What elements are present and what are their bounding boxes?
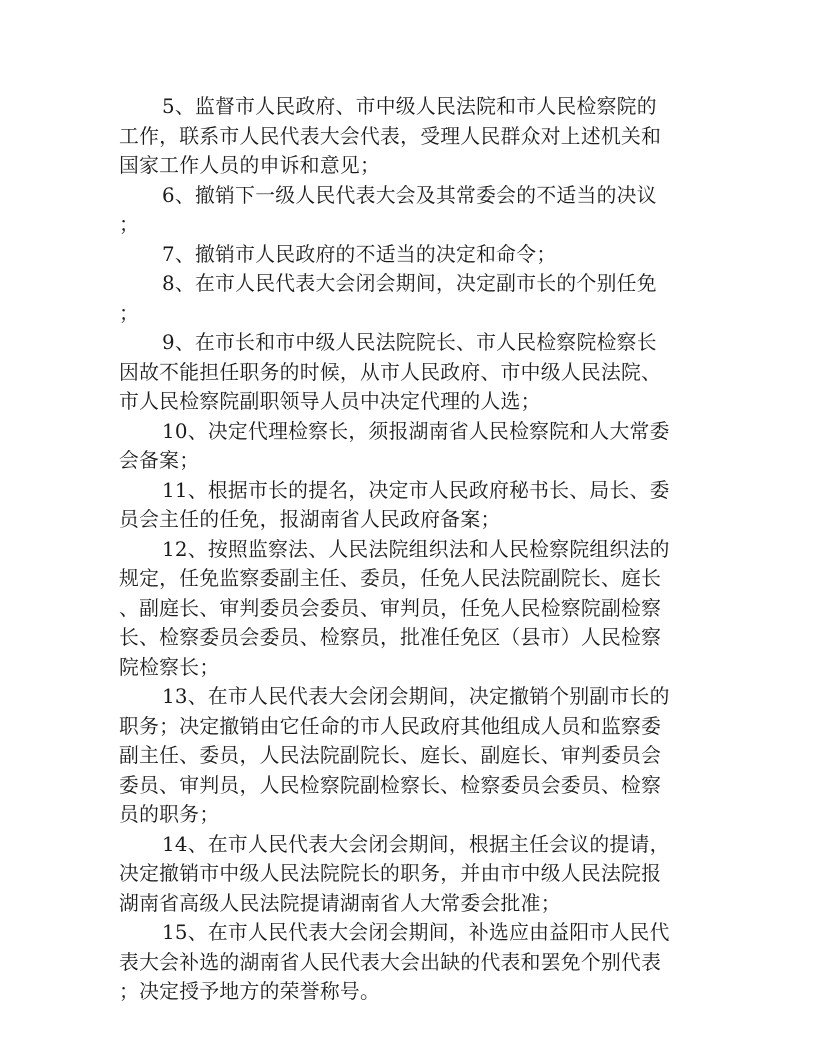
text-line: 员会主任的任免，报湖南省人民政府备案； (119, 508, 501, 531)
text-line: 国家工作人员的申诉和意见； (119, 154, 381, 177)
text-line: 9、在市长和市中级人民法院院长、市人民检察院检察长 (162, 331, 657, 354)
text-line: 湖南省高级人民法院提请湖南省人大常委会批准； (119, 891, 561, 915)
text-line: 副主任、委员，人民法院副院长、庭长、副庭长、审判委员会 (119, 744, 662, 767)
text-line: 职务；决定撤销由它任命的市人民政府其他组成人员和监察委 (119, 714, 662, 738)
text-line: 长、检察委员会委员、检察员，批准任免区（县市）人民检察 (119, 626, 662, 649)
text-line: 5、监督市人民政府、市中级人民法院和市人民检察院的 (162, 95, 657, 118)
text-line: 8、在市人民代表大会闭会期间，决定副市长的个别任免 (162, 272, 657, 295)
text-line: 10、决定代理检察长，须报湖南省人民检察院和人大常委 (162, 419, 670, 443)
text-line: 7、撤销市人民政府的不适当的决定和命令； (162, 242, 557, 266)
text-line: ； (119, 301, 140, 325)
text-line: 、副庭长、审判委员会委员、审判员，任免人民检察院副检察 (119, 596, 662, 620)
text-line: 12、按照监察法、人民法院组织法和人民检察院组织法的 (162, 537, 670, 561)
text-line: 表大会补选的湖南省人民代表大会出缺的代表和罢免个别代表 (119, 950, 662, 974)
text-line: 市人民检察院副职领导人员中决定代理的人选； (119, 390, 541, 413)
text-line: 因故不能担任职务的时候，从市人民政府、市中级人民法院、 (119, 360, 662, 384)
text-line: 11、根据市长的提名，决定市人民政府秘书长、局长、委 (162, 478, 670, 502)
text-line: 6、撤销下一级人民代表大会及其常委会的不适当的决议 (162, 183, 657, 207)
text-line: 工作，联系市人民代表大会代表，受理人民群众对上述机关和 (119, 124, 662, 148)
text-line: 13、在市人民代表大会闭会期间，决定撤销个别副市长的 (162, 685, 670, 708)
text-line: 会备案； (119, 449, 200, 472)
text-line: 规定，任免监察委副主任、委员，任免人民法院副院长、庭长 (119, 567, 662, 590)
document-body (119, 92, 697, 1007)
text-line: ；决定授予地方的荣誉称号。 (119, 980, 381, 1003)
text-line: 委员、审判员，人民检察院副检察长、检察委员会委员、检察 (119, 773, 662, 797)
text-line: 员的职务； (119, 803, 220, 826)
text-line: 15、在市人民代表大会闭会期间，补选应由益阳市人民代 (162, 921, 670, 944)
text-line: 决定撤销市中级人民法院院长的职务，并由市中级人民法院报 (119, 862, 662, 885)
text-line: 院检察长； (119, 655, 220, 679)
text-line: 14、在市人民代表大会闭会期间，根据主任会议的提请， (162, 832, 670, 856)
text-line: ； (119, 213, 140, 236)
